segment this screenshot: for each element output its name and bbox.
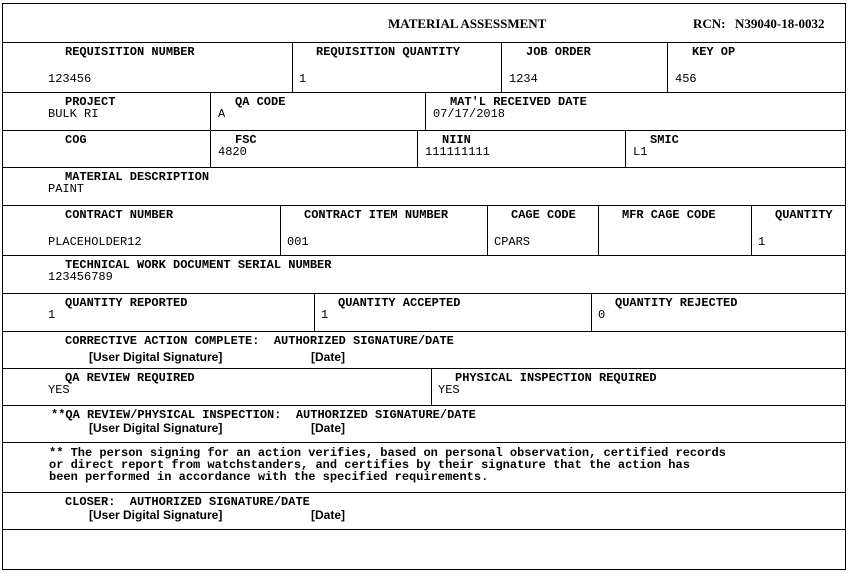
row-material-description xyxy=(3,167,845,205)
matl-received-date-value: 07/17/2018 xyxy=(433,107,506,121)
contract-number-value: PLACEHOLDER12 xyxy=(48,235,142,249)
qa-review-signature[interactable]: [User Digital Signature] xyxy=(89,421,223,435)
key-op-cell xyxy=(667,43,845,92)
material-description-value: PAINT xyxy=(48,182,85,196)
project-value: BULK RI xyxy=(48,107,99,121)
project-cell xyxy=(3,93,210,130)
job-order-cell xyxy=(501,43,667,92)
fsc-cell xyxy=(210,131,417,167)
twd-serial-value: 123456789 xyxy=(48,270,113,284)
form-header xyxy=(3,4,845,42)
material-description-label: MATERIAL DESCRIPTION xyxy=(65,170,210,184)
row-corrective-action xyxy=(3,331,845,368)
job-order-label: JOB ORDER xyxy=(526,45,591,59)
quantity-accepted-label: QUANTITY ACCEPTED xyxy=(338,296,461,310)
corrective-action-signature[interactable]: [User Digital Signature] xyxy=(89,350,223,364)
requisition-quantity-cell xyxy=(292,43,501,92)
physical-inspection-required-label: PHYSICAL INSPECTION REQUIRED xyxy=(455,371,657,385)
rcn-label: RCN: xyxy=(693,16,726,31)
niin-cell xyxy=(417,131,625,167)
closer-label: CLOSER: AUTHORIZED SIGNATURE/DATE xyxy=(65,495,310,509)
quantity-value: 1 xyxy=(758,235,766,249)
fsc-label: FSC xyxy=(235,133,257,147)
cage-code-label: CAGE CODE xyxy=(511,208,576,222)
contract-item-number-label: CONTRACT ITEM NUMBER xyxy=(304,208,449,222)
quantity-reported-cell xyxy=(3,294,314,331)
qa-review-required-label: QA REVIEW REQUIRED xyxy=(65,371,195,385)
twd-serial-cell xyxy=(3,256,845,293)
quantity-rejected-label: QUANTITY REJECTED xyxy=(615,296,738,310)
smic-cell xyxy=(625,131,845,167)
contract-item-number-value: 001 xyxy=(287,235,309,249)
key-op-value: 456 xyxy=(675,72,697,86)
row-closer xyxy=(3,492,845,529)
closer-signature[interactable]: [User Digital Signature] xyxy=(89,508,223,522)
project-label: PROJECT xyxy=(65,95,116,109)
quantity-accepted-value: 1 xyxy=(321,308,329,322)
requisition-quantity-label: REQUISITION QUANTITY xyxy=(316,45,461,59)
quantity-reported-value: 1 xyxy=(48,308,56,322)
corrective-action-date[interactable]: [Date] xyxy=(311,350,346,364)
cage-code-cell xyxy=(487,206,598,255)
qa-review-signature-label: **QA REVIEW/PHYSICAL INSPECTION: AUTHORIZED SIGNATURE/DATE xyxy=(51,408,476,422)
row-blank xyxy=(3,529,845,569)
row-qa-review-signature xyxy=(3,405,845,442)
twd-serial-label: TECHNICAL WORK DOCUMENT SERIAL NUMBER xyxy=(65,258,332,272)
row-project xyxy=(3,92,845,130)
niin-value: 111111111 xyxy=(425,145,490,159)
requisition-number-value: 123456 xyxy=(48,72,92,86)
certification-note: ** The person signing for an action verifies, based on personal observation, certified records or direct report from watchstanders, and certifies by their signature that the action has been performed in accordance with the specified requirements. xyxy=(49,446,726,484)
row-cog xyxy=(3,130,845,167)
qa-code-label: QA CODE xyxy=(235,95,286,109)
physical-inspection-required-cell xyxy=(431,369,845,405)
row-requisition xyxy=(3,42,845,92)
mfr-cage-code-label: MFR CAGE CODE xyxy=(622,208,716,222)
quantity-label: QUANTITY xyxy=(775,208,833,222)
smic-label: SMIC xyxy=(650,133,679,147)
cog-cell xyxy=(3,131,210,167)
material-description-cell xyxy=(3,168,845,205)
contract-number-label: CONTRACT NUMBER xyxy=(65,208,174,222)
quantity-accepted-cell xyxy=(314,294,591,331)
row-contract xyxy=(3,205,845,255)
mfr-cage-code-cell xyxy=(598,206,751,255)
contract-item-number-cell xyxy=(280,206,487,255)
row-quantities xyxy=(3,293,845,331)
niin-label: NIIN xyxy=(442,133,471,147)
qa-code-value: A xyxy=(218,107,226,121)
matl-received-date-cell xyxy=(425,93,845,130)
row-twd-serial xyxy=(3,255,845,293)
requisition-number-label: REQUISITION NUMBER xyxy=(65,45,195,59)
closer-date[interactable]: [Date] xyxy=(311,508,346,522)
fsc-value: 4820 xyxy=(218,145,247,159)
smic-value: L1 xyxy=(633,145,648,159)
requisition-quantity-value: 1 xyxy=(299,72,307,86)
row-review-required xyxy=(3,368,845,405)
job-order-value: 1234 xyxy=(509,72,538,86)
row-certification-note xyxy=(3,442,845,492)
quantity-rejected-cell xyxy=(591,294,845,331)
quantity-rejected-value: 0 xyxy=(598,308,606,322)
form-title: MATERIAL ASSESSMENT xyxy=(388,16,547,31)
cage-code-value: CPARS xyxy=(494,235,531,249)
corrective-action-label: CORRECTIVE ACTION COMPLETE: AUTHORIZED SIGNATURE/DATE xyxy=(65,334,454,348)
physical-inspection-required-value: YES xyxy=(438,383,460,397)
qa-code-cell xyxy=(210,93,425,130)
cog-label: COG xyxy=(65,133,87,147)
requisition-number-cell xyxy=(3,43,292,92)
matl-received-date-label: MAT'L RECEIVED DATE xyxy=(450,95,587,109)
contract-number-cell xyxy=(3,206,280,255)
qa-review-required-cell xyxy=(3,369,431,405)
quantity-reported-label: QUANTITY REPORTED xyxy=(65,296,188,310)
qa-review-date[interactable]: [Date] xyxy=(311,421,346,435)
qa-review-required-value: YES xyxy=(48,383,70,397)
rcn-value: N39040-18-0032 xyxy=(735,16,825,31)
material-assessment-form xyxy=(2,3,846,570)
quantity-cell xyxy=(751,206,845,255)
key-op-label: KEY OP xyxy=(692,45,736,59)
